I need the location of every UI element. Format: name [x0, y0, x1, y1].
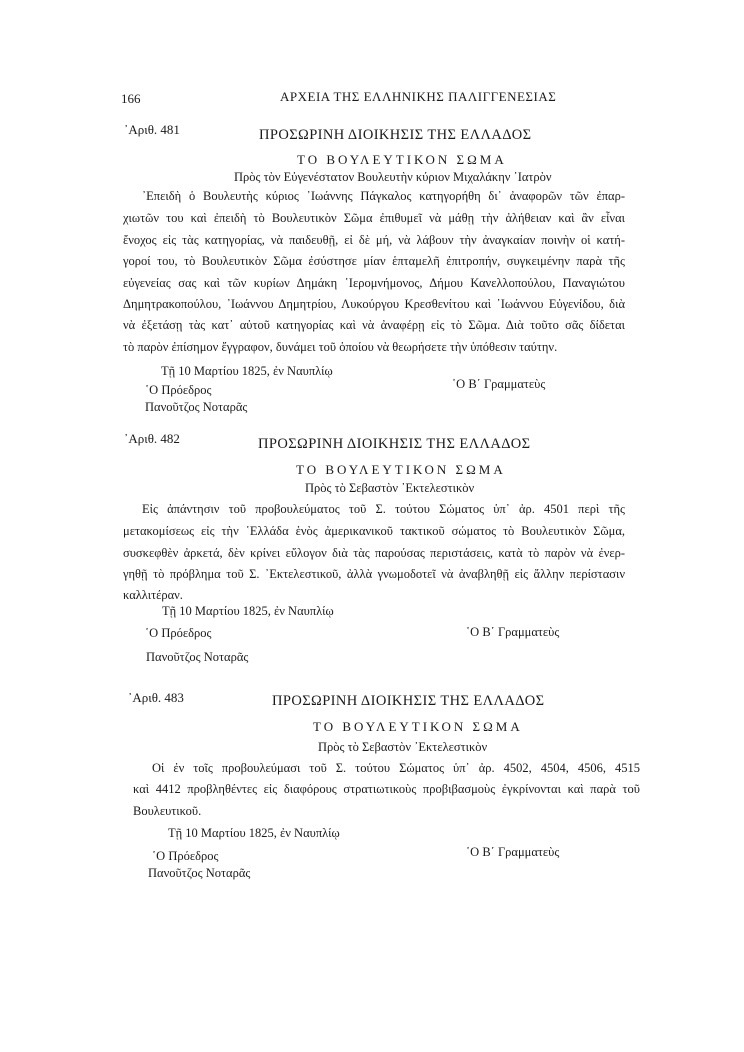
president-title: ῾Ο Πρόεδρος [145, 626, 212, 640]
page-number: 166 [121, 91, 141, 106]
secretary-title: ῾Ο Β΄ Γραμματεὺς [452, 377, 546, 391]
body-line: Βουλευτικοῦ. [133, 804, 202, 818]
document-subheading: ΤΟ ΒΟΥΛΕΥΤΙΚΟΝ ΣΩΜΑ [297, 152, 507, 167]
document-date: Τῇ 10 Μαρτίου 1825, ἐν Ναυπλίῳ [162, 604, 334, 618]
president-title: ῾Ο Πρόεδρος [152, 849, 219, 863]
secretary-title: ῾Ο Β΄ Γραμματεὺς [466, 625, 560, 639]
body-line: καὶ 4412 προβληθέντες εἰς διαφόρους στρατιωτικοὺς προβιβασμοὺς ἐγκρίνονται καὶ παρὰ τοῦ [133, 782, 640, 796]
document-addressee: Πρὸς τὸ Σεβαστὸν ᾿Εκτελεστικὸν [305, 481, 475, 495]
document-date: Τῇ 10 Μαρτίου 1825, ἐν Ναυπλίῳ [161, 364, 333, 378]
document-heading: ΠΡΟΣΩΡΙΝΗ ΔΙΟΙΚΗΣΙΣ ΤΗΣ ΕΛΛΑΔΟΣ [272, 693, 545, 709]
running-head: ΑΡΧΕΙΑ ΤΗΣ ΕΛΛΗΝΙΚΗΣ ΠΑΛΙΓΓΕΝΕΣΙΑΣ [280, 89, 557, 104]
body-line: Οἱ ἐν τοῖς προβουλεύμασι τοῦ Σ. τούτου Σώματος ὑπ᾿ ἀρ. 4502, 4504, 4506, 4515 [152, 761, 640, 775]
document-addressee: Πρὸς τὸν Εὐγενέστατον Βουλευτὴν κύριον Μιχαλάκην ᾿Ιατρὸν [234, 170, 552, 184]
body-line: ἔνοχος εἰς τὰς κατηγορίας, νὰ παιδευθῇ, εἰ δὲ μή, νὰ λάβουν τὴν ἀναγκαίαν ποινὴν οἱ κατή- [123, 233, 625, 247]
body-line: γοροί του, τὸ Βουλευτικὸν Σῶμα ἐσύστησε μίαν ἑπταμελῆ ἐπιτροπήν, συγκειμένην παρὰ τῆς [123, 254, 625, 268]
document-heading: ΠΡΟΣΩΡΙΝΗ ΔΙΟΙΚΗΣΙΣ ΤΗΣ ΕΛΛΑΔΟΣ [259, 127, 532, 143]
president-name: Πανοῦτζος Νοταρᾶς [148, 866, 251, 880]
body-line: νὰ ἐξετάσῃ τὰς κατ᾿ αὐτοῦ κατηγορίας καὶ νὰ ἀναφέρῃ εἰς τὸ Σῶμα. Διὰ τοῦτο σᾶς δίδεται [123, 318, 625, 332]
document-date: Τῇ 10 Μαρτίου 1825, ἐν Ναυπλίῳ [168, 826, 340, 840]
body-line: καλλιτέραν. [123, 588, 183, 602]
document-number: ᾿Αριθ. 481 [124, 122, 180, 137]
president-name: Πανοῦτζος Νοταρᾶς [145, 400, 248, 414]
president-title: ῾Ο Πρόεδρος [145, 383, 212, 397]
document-subheading: ΤΟ ΒΟΥΛΕΥΤΙΚΟΝ ΣΩΜΑ [313, 719, 523, 734]
body-line: Δημητρακοπούλου, ᾿Ιωάννου Δημητρίου, Λυκούργου Κρεσθενίτου καὶ ᾿Ιωάννου Εὐγενίδου, διὰ [123, 297, 625, 311]
body-line: χιωτῶν του καὶ ἐπειδὴ τὸ Βουλευτικὸν Σῶμα ἐπιθυμεῖ νὰ μάθῃ τὴν ἀλήθειαν καὶ ἂν εἶναι [123, 211, 625, 225]
body-line: συσκεφθὲν ἀρκετά, δὲν κρίνει εὔλογον διὰ τὰς παρούσας περιστάσεις, κατὰ τὸ παρὸν νὰ ἐνερ- [123, 546, 625, 560]
document-addressee: Πρὸς τὸ Σεβαστὸν ᾿Εκτελεστικὸν [318, 740, 488, 754]
body-line: εὐγενείας σας καὶ τῶν κυρίων Δημάκη ῾Ιερομνήμονος, Δήμου Κανελλοπούλου, Παναγιώτου [123, 276, 625, 290]
body-line: ᾿Επειδὴ ὁ Βουλευτὴς κύριος ᾿Ιωάννης Πάγκαλος κατηγορήθη δι᾿ ἀναφορῶν τῶν ἐπαρ- [142, 189, 625, 203]
body-line: γηθῇ τὸ πρόβλημα τοῦ Σ. ᾿Εκτελεστικοῦ, ἀλλὰ γνωμοδοτεῖ νὰ ἀναβληθῇ εἰς ἄλλην περίστασιν [123, 567, 625, 581]
document-heading: ΠΡΟΣΩΡΙΝΗ ΔΙΟΙΚΗΣΙΣ ΤΗΣ ΕΛΛΑΔΟΣ [258, 436, 531, 452]
secretary-title: ῾Ο Β΄ Γραμματεὺς [466, 845, 560, 859]
body-line: Εἰς ἀπάντησιν τοῦ προβουλεύματος τοῦ Σ. τούτου Σώματος ὑπ᾿ ἀρ. 4501 περὶ τῆς [142, 502, 625, 516]
president-name: Πανοῦτζος Νοταρᾶς [146, 650, 249, 664]
body-line: τὸ παρὸν ἐπίσημον ἔγγραφον, δυνάμει τοῦ ὁποίου νὰ θεωρήσετε τὴν ὑπόθεσιν ταύτην. [123, 340, 558, 354]
document-number: ᾿Αριθ. 482 [124, 431, 180, 446]
document-number: ᾿Αριθ. 483 [128, 690, 184, 705]
body-line: μετακομίσεως εἰς τὴν ῾Ελλάδα ἑνὸς ἀμερικανικοῦ τακτικοῦ σώματος τὸ Βουλευτικὸν Σῶμα, [123, 524, 625, 538]
document-subheading: ΤΟ ΒΟΥΛΕΥΤΙΚΟΝ ΣΩΜΑ [296, 462, 506, 477]
